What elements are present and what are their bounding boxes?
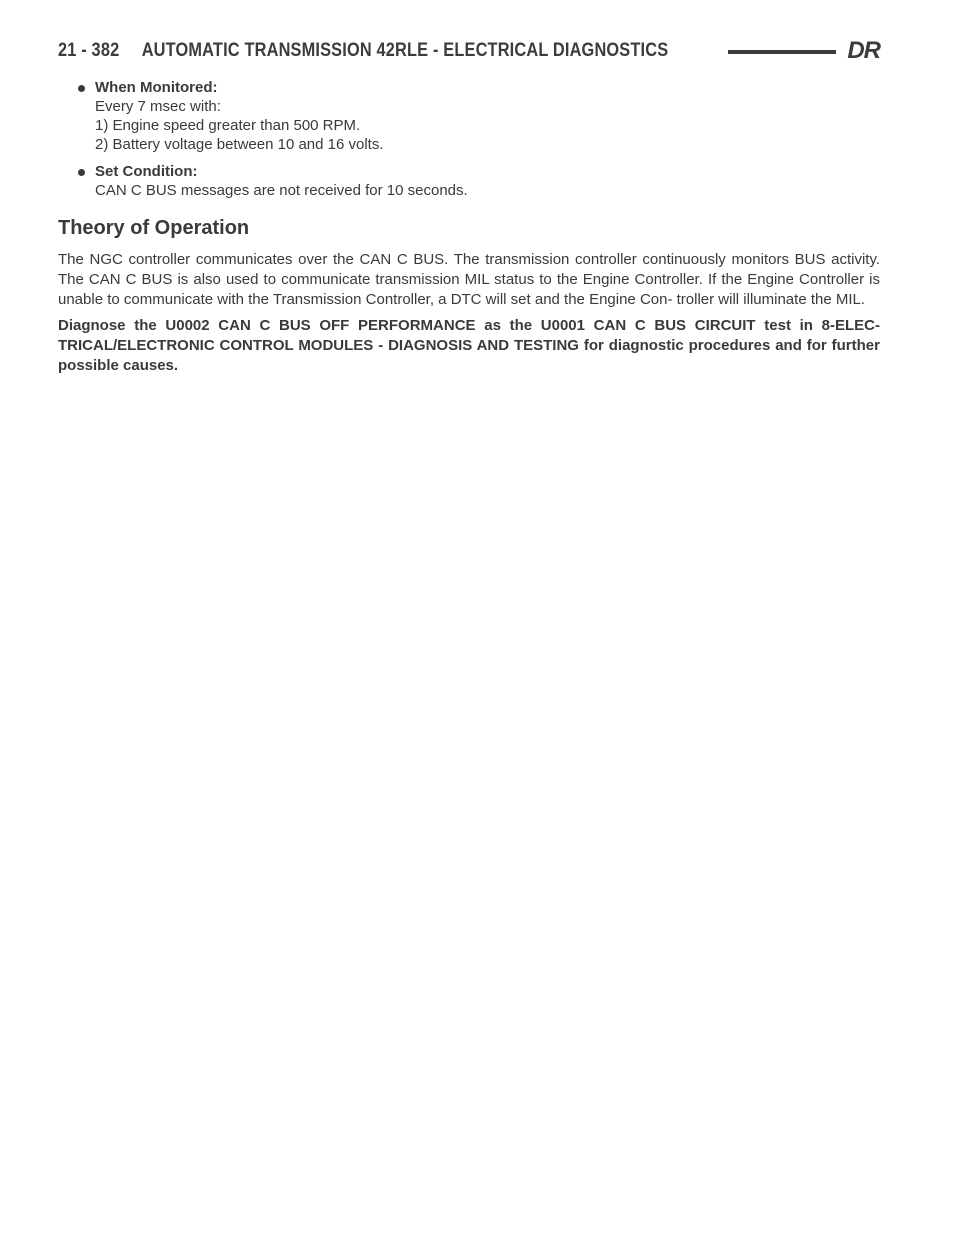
bullet-line: 1) Engine speed greater than 500 RPM.	[95, 117, 361, 134]
theory-paragraph: The NGC controller communicates over the CAN C BUS. The transmission controller continuously monitors BUS activity. The CAN C BUS is also used to communicate transmission MIL status to the Engine Controller. If the Engine Controller is unable to communicate with the Transmission Controller, a DTC will set and the Engine Con- troller will illuminate the MIL.	[58, 251, 880, 308]
diagnose-paragraph: Diagnose the U0002 CAN C BUS OFF PERFORMANCE as the U0001 CAN C BUS CIRCUIT test in 8-ELEC- TRICAL/ELECTRONIC CONTROL MODULES - DIAGNOSIS AND TESTING for diagnostic procedures and for further possible causes.	[58, 317, 880, 374]
bullet-line: 2) Battery voltage between 10 and 16 volts.	[95, 136, 384, 153]
page-content	[58, 78, 880, 382]
model-logo: DR	[847, 37, 880, 64]
bullet-title: When Monitored:	[95, 79, 218, 96]
page-number: 21 - 382	[58, 40, 120, 61]
bullet-dot-icon	[78, 85, 85, 92]
bullet-dot-icon	[78, 169, 85, 176]
header-rule	[728, 50, 836, 54]
section-heading: Theory of Operation	[58, 217, 250, 239]
bullet-line: Every 7 msec with:	[95, 98, 221, 115]
page-header	[58, 36, 880, 66]
bullet-set-condition	[58, 162, 880, 200]
header-title-line	[58, 40, 669, 62]
bullet-line: CAN C BUS messages are not received for 10 seconds.	[95, 182, 468, 199]
bullet-when-monitored	[58, 78, 880, 154]
chapter-title: AUTOMATIC TRANSMISSION 42RLE - ELECTRICAL DIAGNOSTICS	[141, 40, 669, 61]
bullet-title: Set Condition:	[95, 163, 198, 180]
